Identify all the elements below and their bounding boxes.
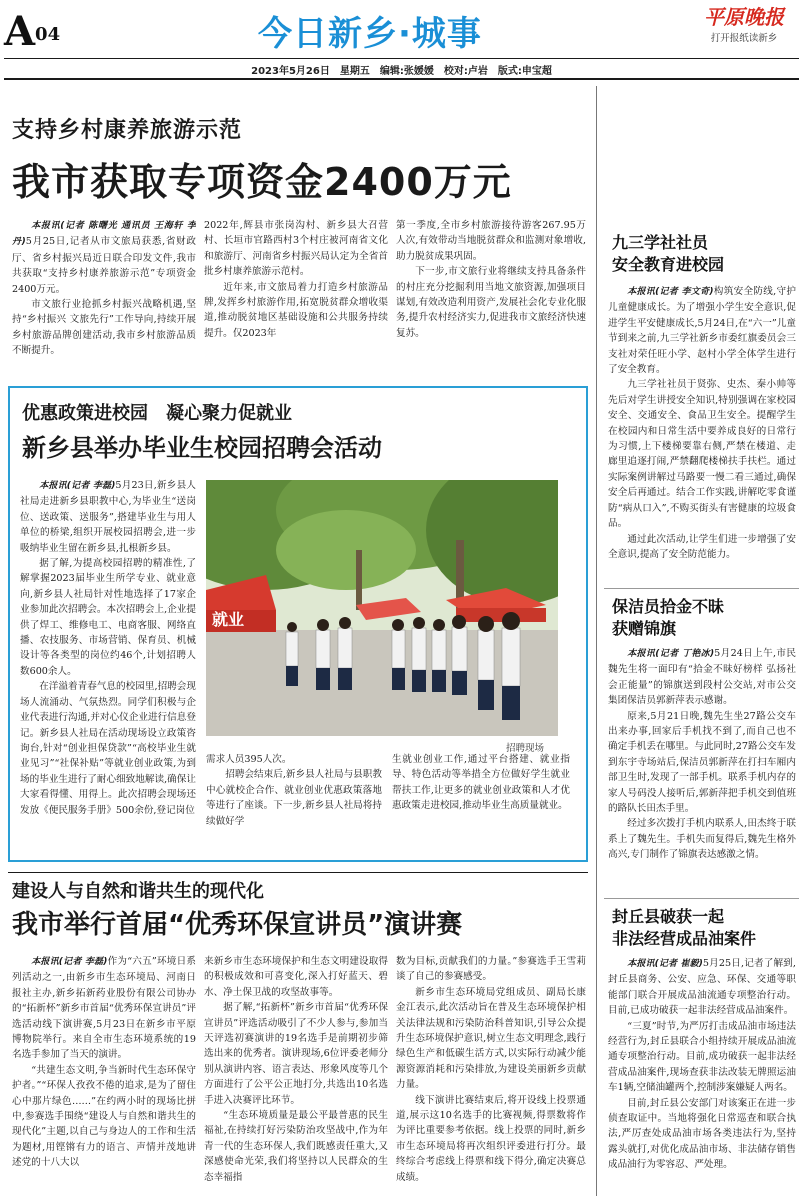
lead-column-2: 2022年,辉县市张岗沟村、新乡县大召营村、长垣市官路西村3个村庄被河南省文化和旅游厅、河南省乡村振兴局认定为全省首批乡村康养旅游示范村。 近年来,市文旅局着力打造乡村旅游品牌,发挥乡村旅游作用,拓宽脱贫群众增收渠道,推动脱贫地区基础设施和公共服务持续提升。仅2023年: [204, 220, 388, 339]
lead-column-1: 本报讯(记者 陈曙光 通讯员 王海轩 李丹)5月25日,记者从市文旅局获悉,省财政厅、省乡村振兴局近日联合印发文件,我市共获取“支持乡村康养旅游示范”专项资金2400万元。 市文旅行业抢抓乡村振兴战略机遇,坚持“乡村振兴 文旅先行”工作导向,持续开展乡村旅游品牌创建活动,我市乡村旅游品质不断提升。: [12, 221, 196, 357]
lead-headline: 我市获取专项资金2400万元: [12, 160, 512, 204]
side-story-3-title: 封丘县破获一起 非法经营成品油案件: [612, 907, 757, 948]
page-letter: A04: [4, 8, 61, 55]
eco-column-3: 数为目标,贡献我们的力量。”参赛选手王雪莉谈了自己的参赛感受。 新乡市生态环境局党组成员、副局长康金江表示,此次活动旨在普及生态环境保护相关法律法规和污染防治科普知识,引导公众提升生态环境保护意识,树立生态文明理念,践行绿色生产和低碳生活方式,以实际行动减少能源资源消耗和污染排放,为建设美丽新乡贡献力量。 线下演讲比赛结束后,将开设线上投票通道,展示这10名选手的比赛视频,得票数将作为评比重要参考依据。线上投票的同时,新乡市生态环境局将再次组织评委进行打分。最终综合考虑线上得票和线下得分,确定决赛总成绩。: [396, 956, 586, 1183]
job-fair-column-1: 本报讯(记者 李磊)5月23日,新乡县人社局走进新乡县职教中心,为毕业生“送岗位、送政策、送服务”,搭建毕业生与用人单位的桥梁,组织开展校园招聘会,进一步吸纳毕业生留在新乡县,扎根新乡县。 据了解,为提高校园招聘的精准性,了解掌握2023届毕业生所学专业、就业意向,新乡县人社局针对性地选择了17家企业参加此次招聘会。本次招聘会上,企业提供了焊工、维修电工、电商客服、网络直播、农技服务、市场营销、保育员、机械设计等各类型的岗位约46个,计划招聘人数600余人。 在洋溢着青春气息的校园里,招聘会现场人流涌动、气氛热烈。同学们积极与企业代表进行沟通,并对心仪企业进行信息登记。新乡县人社局在活动现场设立政策咨询台,针对“创业担保贷款”“高校毕业生就业见习”“社保补贴”等就业创业政策,为到场的毕业生进行了耐心细致地解读,确保让大家看得懂、用得上。此次招聘会现场还发放《便民服务手册》500余份,登记岗位: [20, 480, 196, 816]
side-story-3-body: 本报讯(记者 崔毅)5月25日,记者了解到,封丘县商务、公安、应急、环保、交通等职能部门联合开展成品油流通专项整治行动。目前,已成功破获一起非法经营成品油案件。 “三夏”时节,为严厉打击成品油市场违法经营行为,封丘县联合小组持续开展成品油流通专项整治行动。目前,成功破获一起非法经营成品油案件,现场查获非法改装无牌照运油车1辆,空储油罐两个,控制涉案嫌疑人两名。 目前,封丘县公安部门对该案正在进一步侦查取证中。当地将强化日常巡查和联合执法,严厉查处成品油市场各类违法行为,坚持露头就打,对优化成品油市场、非法储存销售成品油行为零容忍、严处理。: [608, 958, 796, 1171]
eco-column-1: 本报讯(记者 李磊)作为“六五”环境日系列活动之一,由新乡市生态环境局、河南日报社主办,新乡拓新药业股份有限公司协办的“拓新杯”新乡市首届“优秀环保宣讲员”评选活动线下演讲赛,5月23日在新乡市平原博物院举行。来自全市生态环境系统的19名选手参加了当天的演讲。 “共建生态文明,争当新时代生态环保守护者。”“环保人孜孜不倦的追求,是为了留住心中那片绿色……”在约两小时的现场比拼中,参赛选手围绕“建设人与自然和谐共生的现代化”主题,以自己与身边人的工作和生活为题材,用铿锵有力的语言、声情并茂地讲述党的十八大以: [12, 956, 196, 1169]
dateline: 2023年5月26日 星期五 编辑:张媛媛 校对:卢岩 版式:申宝超: [251, 66, 552, 77]
eco-headline: 我市举行首届“优秀环保宣讲员”演讲赛: [12, 910, 463, 940]
side-story-1-title: 九三学社社员 安全教育进校园: [612, 233, 725, 274]
side-story-2-body: 本报讯(记者 丁艳冰)5月24日上午,市民魏先生将一面印有“拾金不昧好榜样 弘扬社会正能量”的锦旗送到段村公交站,对市公交集团保洁员郭新萍表示感谢。 原来,5月21日晚,魏先生坐27路公交车出来办事,回家后手机找不到了,而自己也不确定手机丢在哪里。与此同时,27路公交车发到东宇寺场站后,保洁员郭新萍在打扫车厢内部卫生时,发现了一部手机。联系手机内存的家人号码没人接听后,郭新萍把手机交到值班的路队长田杰手里。 经过多次拨打手机内联系人,田杰终于联系上了魏先生。手机失而复得后,魏先生格外高兴,专门制作了锦旗表达感激之情。: [608, 648, 796, 861]
job-fair-kicker: 优惠政策进校园 凝心聚力促就业: [22, 403, 292, 424]
side-story-1-body: 本报讯(记者 李文奇)构筑安全防线,守护儿童健康成长。为了增强小学生安全意识,促进学生平安健康成长,5月24日,在“六一”儿童节到来之前,九三学社新乡市委红旗委员会三支社对荣任旺小学、赵村小学全体学生进行了安全教育。 九三学社社员于贤弥、史杰、秦小帅等先后对学生讲授安全知识,特别强调在家校园安全、交通安全、食品卫生安全。提醒学生在校园内和日常生活中要养成良好的日常行为习惯,上下楼梯要靠右侧,严禁在楼道、走廊里追逐打闹,严禁翻爬楼梯扶手扶栏。通过实际案例讲解过马路要一慢二看三通过,确保安全后再通过。结合工作实践,讲解吃零食谨防“病从口入”,不购买街头有害健康的垃圾食品。 通过此次活动,让学生们进一步增强了安全意识,提高了安全防范能力。: [608, 286, 796, 560]
job-fair-photo: [206, 480, 558, 736]
eco-kicker: 建设人与自然和谐共生的现代化: [12, 881, 264, 902]
photo-caption: 招聘现场: [506, 743, 545, 754]
job-fair-column-2: 需求人员395人次。 招聘会结束后,新乡县人社局与县职教中心就校企合作、就业创业优惠政策落地等进行了座谈。下一步,新乡县人社局将持续做好学: [206, 754, 382, 827]
job-fair-column-3: 生就业创业工作,通过平台搭建、就业指导、特色活动等举措全方位做好学生就业帮扶工作,让更多的就业创业政策和人才优惠政策走进校园,推动毕业生高质量就业。: [392, 754, 570, 812]
newspaper-slogan: 打开报纸读新乡: [710, 33, 778, 44]
lead-column-3: 第一季度,全市乡村旅游接待游客267.95万人次,有效带动当地脱贫群众和监测对象增收,助力脱贫成果巩固。 下一步,市文旅行业将继续支持具备条件的村庄充分挖掘利用当地文旅资源,加强项目谋划,有效改造利用资产,发展社会化专业化服务,提升农村经济实力,促进我市文旅经济快速复苏。: [396, 220, 586, 339]
side-story-2-title: 保洁员拾金不昧 获赠锦旗: [612, 597, 725, 638]
lead-byline: 本报讯(记者 陈曙光 通讯员 王海轩 李丹): [12, 221, 196, 248]
job-fair-tent-sign: 就业: [212, 610, 245, 629]
section-title: 今日新乡·城事: [258, 14, 482, 54]
eco-column-2: 来新乡市生态环境保护和生态文明建设取得的积极成效和可喜变化,深入打好蓝天、碧水、净土保卫战的攻坚故事等。 据了解,“拓新杯”新乡市首届“优秀环保宣讲员”评选活动吸引了不少人参与,参加当天评选初赛演讲的19名选手是前期初步筛选出来的优秀者。演讲现场,6位评委老师分别从演讲内容、语言表达、形象风度等几个方面进行了公平公正地打分,共选出10名选手进入决赛评比环节。 “生态环境质量是最公平最普惠的民生福祉,在持续打好污染防治攻坚战中,作为年青一代的生态环保人,我们既感责任重大,又深感使命光荣,我们将坚持以人民群众的生态幸福指: [204, 956, 388, 1183]
page-number: 04: [35, 24, 61, 45]
job-fair-headline: 新乡县举办毕业生校园招聘会活动: [22, 434, 382, 462]
newspaper-logo: 平原晚报 打开报纸读新乡: [689, 4, 799, 44]
lead-kicker: 支持乡村康养旅游示范: [12, 117, 243, 143]
